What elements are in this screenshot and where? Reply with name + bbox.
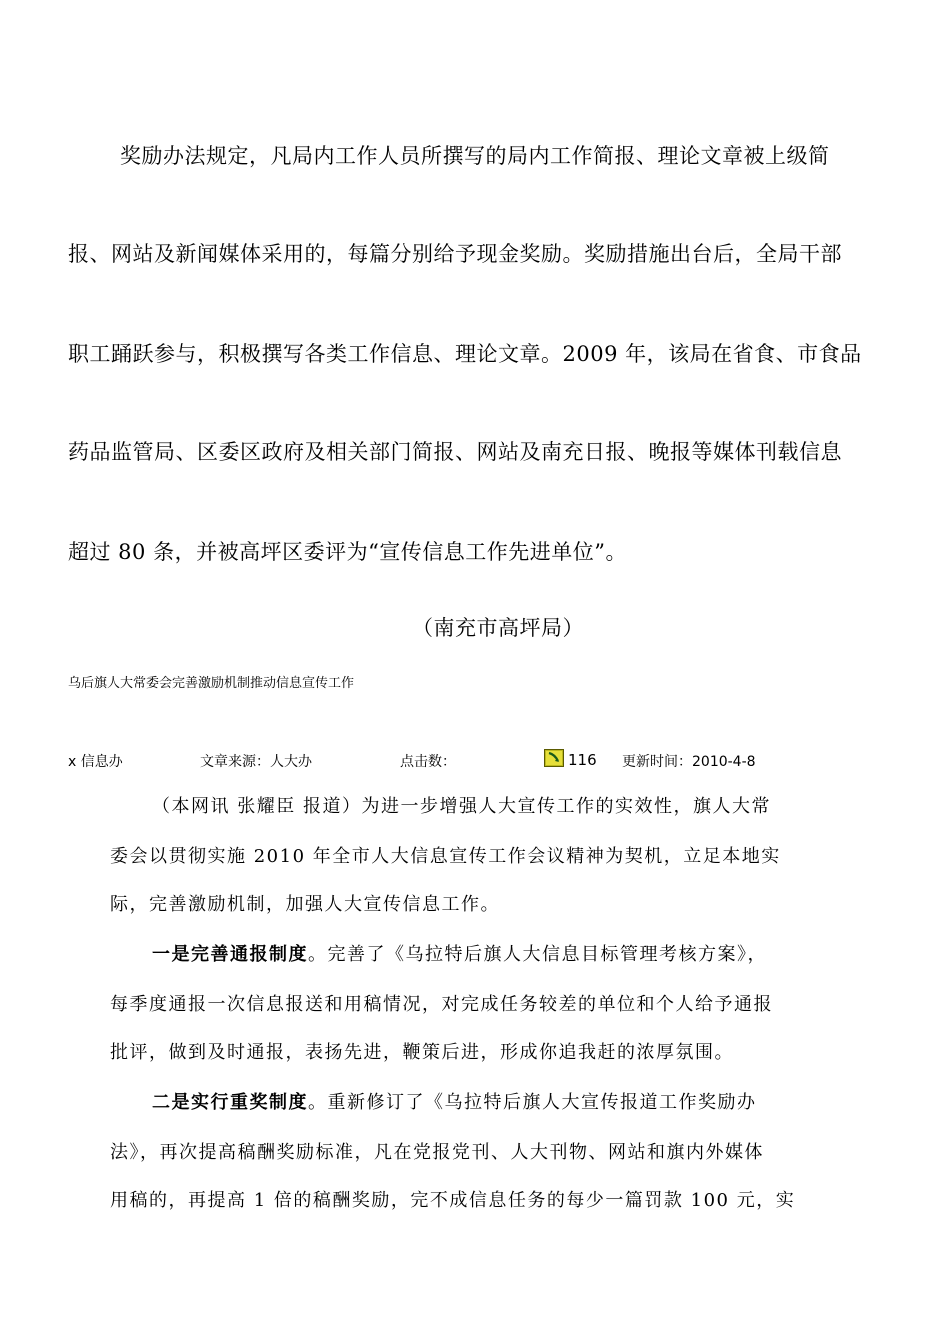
hit-counter-icon <box>544 749 564 767</box>
intro-source: （南充市高坪局） <box>412 616 584 640</box>
body-line-3: 际，完善激励机制，加强人大宣传信息工作。 <box>110 894 500 915</box>
point2-first-line <box>152 1088 757 1114</box>
point2-first-text: 。重新修订了《乌拉特后旗人大宣传报道工作奖励办 <box>308 1092 757 1113</box>
point2-line-2: 法》，再次提高稿酬奖励标准，凡在党报党刊、人大刊物、网站和旗内外媒体 <box>110 1142 764 1163</box>
intro-line-2: 报、网站及新闻媒体采用的，每篇分别给予现金奖励。奖励措施出台后，全局干部 <box>68 242 842 266</box>
meta-update: 更新时间：2010-4-8 <box>622 754 756 770</box>
point2-heading: 二是实行重奖制度 <box>152 1092 308 1113</box>
meta-author: x 信息办 <box>68 754 123 770</box>
intro-line-4: 药品监管局、区委区政府及相关部门简报、网站及南充日报、晚报等媒体刊载信息 <box>68 440 842 464</box>
point1-first-text: 。完善了《乌拉特后旗人大信息目标管理考核方案》， <box>308 944 767 965</box>
meta-hits-value: 116 <box>568 751 597 769</box>
intro-line-1: 奖励办法规定，凡局内工作人员所撰写的局内工作简报、理论文章被上级简 <box>120 144 830 168</box>
meta-source: 文章来源：人大办 <box>200 754 312 770</box>
point2-line-3: 用稿的，再提高 1 倍的稿酬奖励，完不成信息任务的每少一篇罚款 100 元，实 <box>110 1190 796 1211</box>
intro-line-5: 超过 80 条，并被高坪区委评为“宣传信息工作先进单位”。 <box>68 540 628 564</box>
article-meta <box>68 751 828 771</box>
point1-first-line <box>152 940 767 966</box>
intro-line-3: 职工踊跃参与，积极撰写各类工作信息、理论文章。2009 年，该局在省食、市食品 <box>68 342 862 366</box>
meta-hits-label: 点击数： <box>400 754 456 770</box>
point1-line-3: 批评，做到及时通报，表扬先进，鞭策后进，形成你追我赶的浓厚氛围。 <box>110 1042 734 1063</box>
point1-line-2: 每季度通报一次信息报送和用稿情况，对完成任务较差的单位和个人给予通报 <box>110 994 773 1015</box>
point1-heading: 一是完善通报制度 <box>152 944 308 965</box>
body-line-2: 委会以贯彻实施 2010 年全市人大信息宣传工作会议精神为契机，立足本地实 <box>110 846 781 867</box>
body-line-1: （本网讯 张耀臣 报道）为进一步增强人大宣传工作的实效性，旗人大常 <box>152 796 771 817</box>
article-title[interactable]: 乌后旗人大常委会完善激励机制推动信息宣传工作 <box>68 676 355 691</box>
